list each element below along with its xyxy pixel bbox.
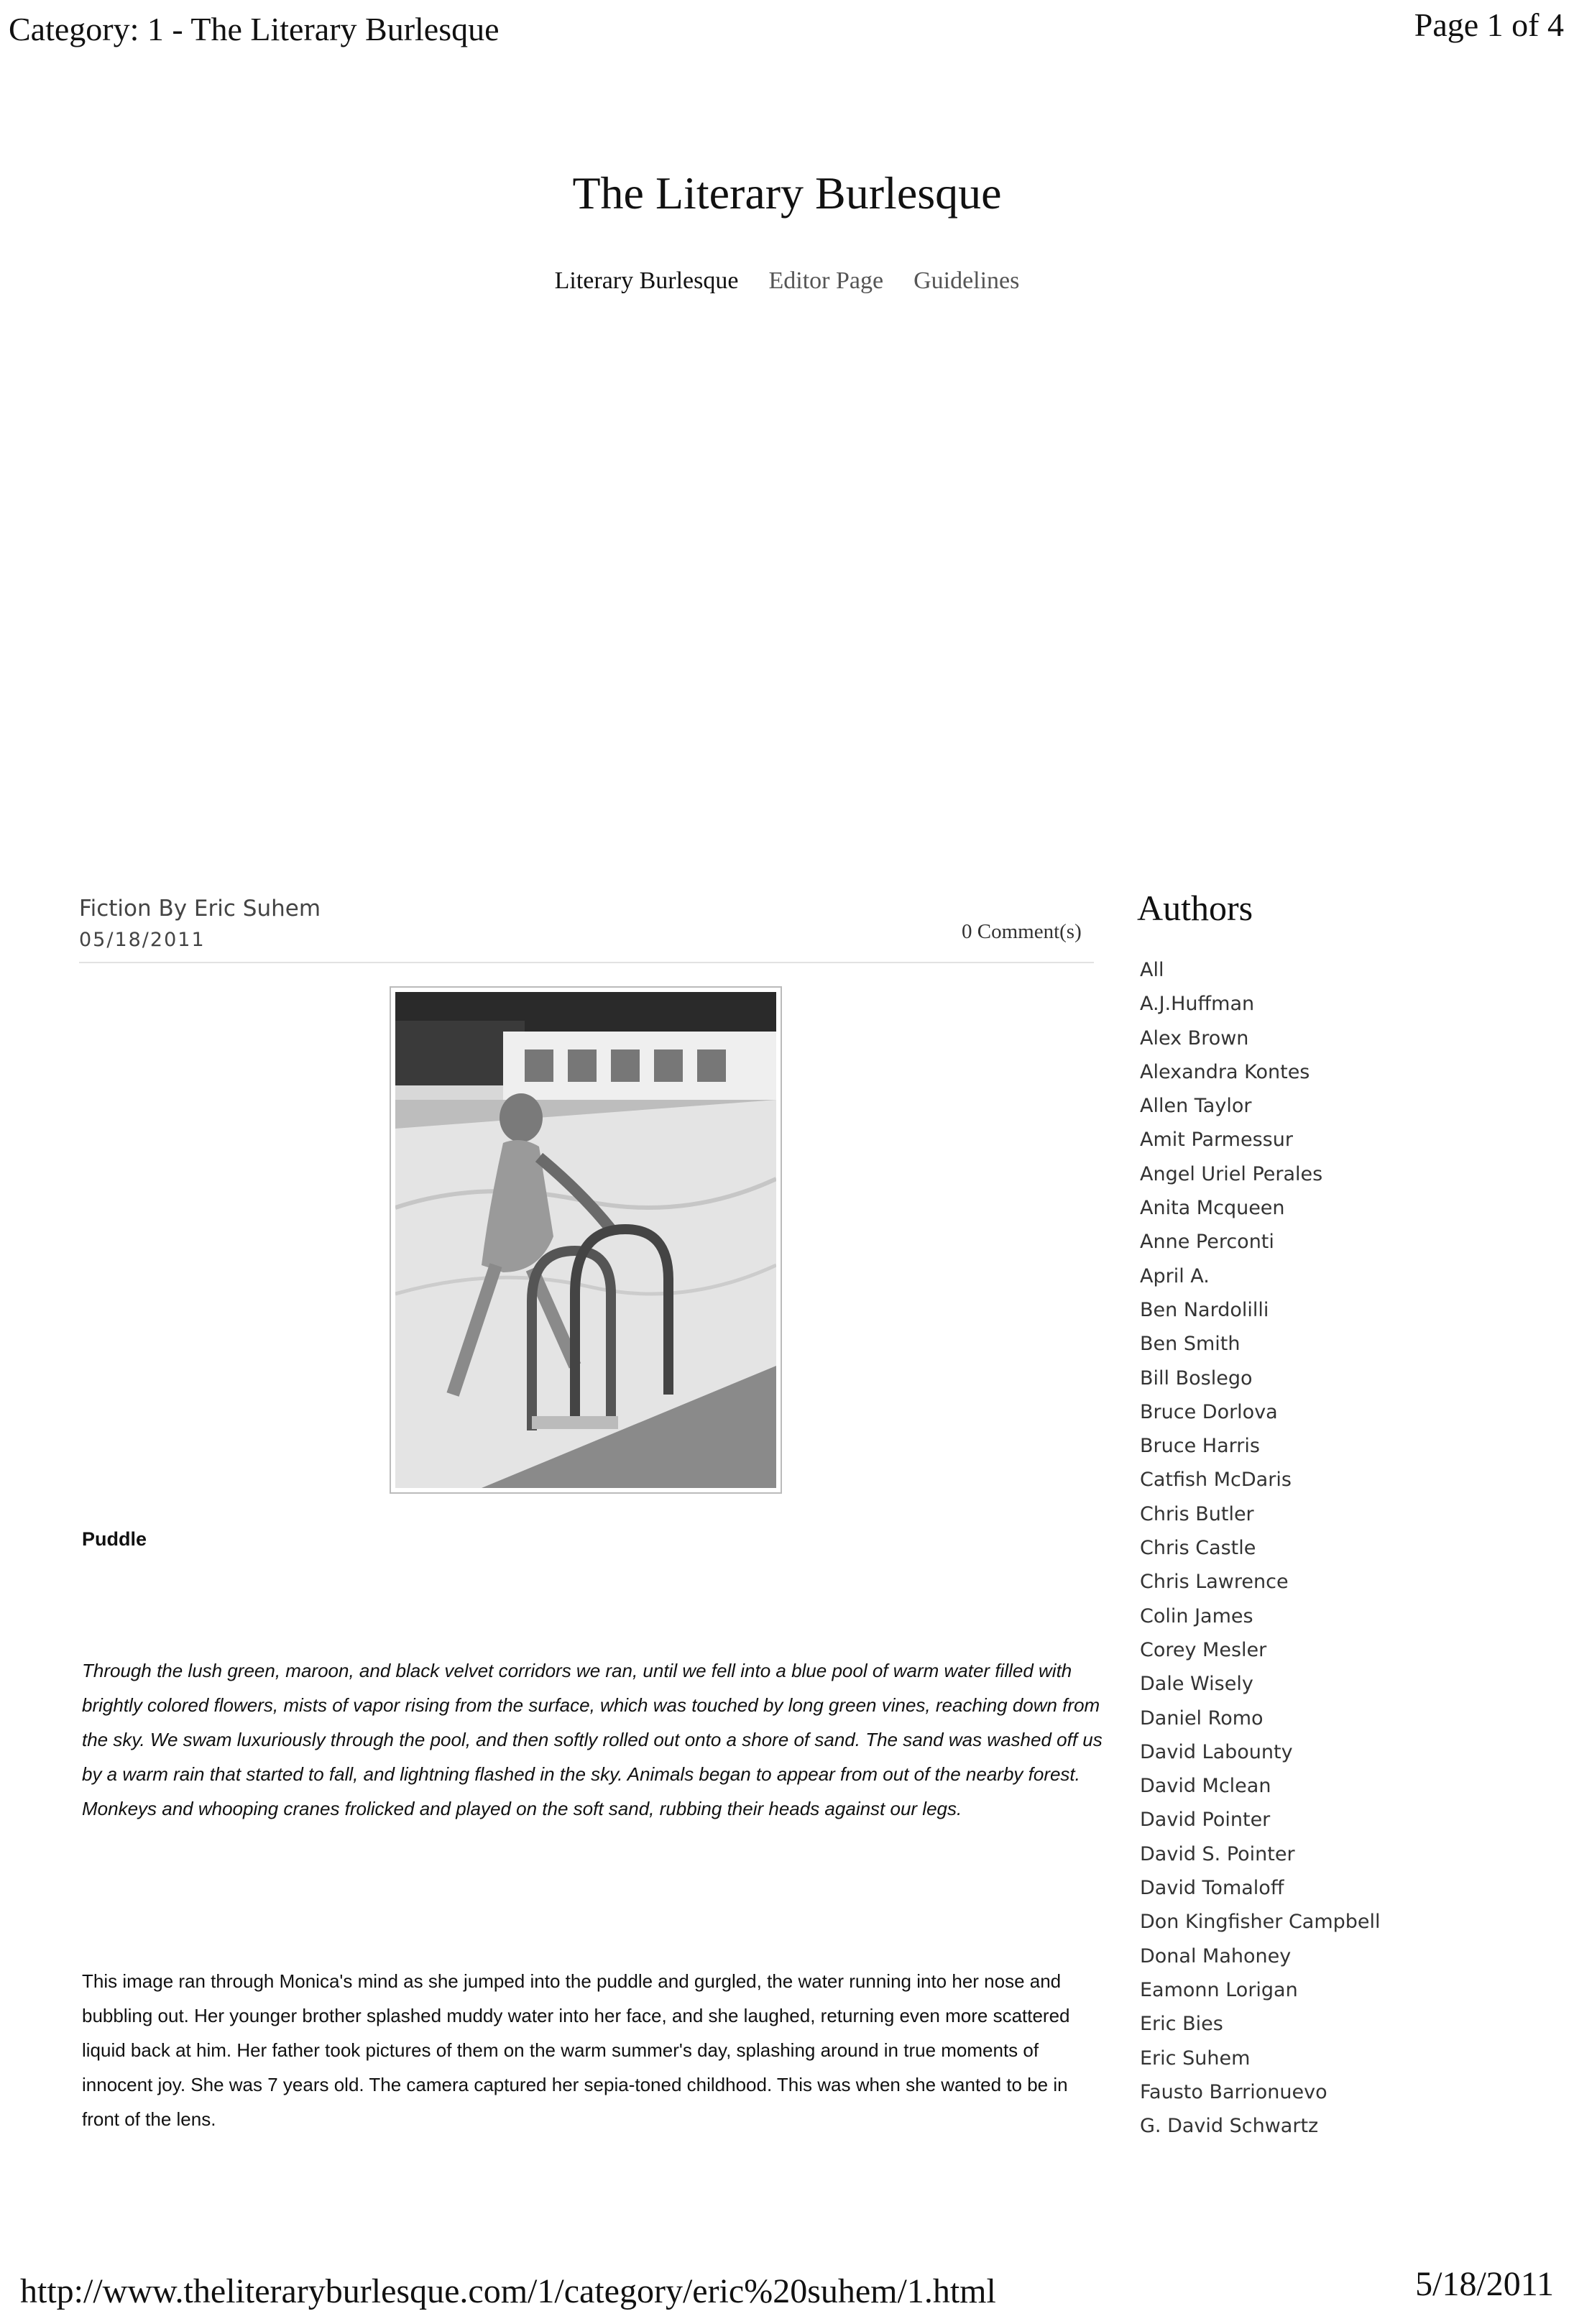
author-link[interactable]: All bbox=[1140, 959, 1164, 981]
author-link[interactable]: Donal Mahoney bbox=[1140, 1944, 1292, 1967]
author-link[interactable]: Eric Bies bbox=[1140, 2013, 1223, 2036]
author-link[interactable]: David Tomaloff bbox=[1140, 1877, 1284, 1900]
author-list bbox=[1140, 953, 1381, 2143]
post-category: Fiction By Eric Suhem bbox=[79, 896, 321, 922]
author-link[interactable]: Corey Mesler bbox=[1140, 1638, 1267, 1661]
author-link[interactable]: Chris Butler bbox=[1140, 1502, 1254, 1525]
author-link[interactable]: David Mclean bbox=[1140, 1775, 1271, 1798]
author-link[interactable]: Bill Boslego bbox=[1140, 1367, 1253, 1390]
author-link[interactable]: Bruce Dorlova bbox=[1140, 1400, 1278, 1423]
print-page-number: Page 1 of 4 bbox=[1414, 6, 1564, 43]
author-link[interactable]: A.J.Huffman bbox=[1140, 993, 1255, 1016]
author-link[interactable]: Ben Nardolilli bbox=[1140, 1298, 1269, 1321]
print-header-title: Category: 1 - The Literary Burlesque bbox=[9, 11, 500, 47]
author-link[interactable]: Dale Wisely bbox=[1140, 1673, 1253, 1696]
sidebar-heading: Authors bbox=[1137, 888, 1253, 928]
story-paragraph-2: This image ran through Monica's mind as she jumped into the puddle and gurgled, the water running into her nose and bubbling out. Her younger brother splashed muddy water into her face, and she laughed, returning even more scattered liquid back at him. Her father took pictures of them on the warm summer's day, splashing around in true moments of innocent joy. She was 7 years old. The camera captured her sepia-toned childhood. This was when she wanted to be in front of the lens. bbox=[82, 1970, 1070, 2130]
post-divider bbox=[79, 962, 1094, 963]
post-photo bbox=[390, 986, 782, 1494]
site-title[interactable]: The Literary Burlesque bbox=[572, 167, 1002, 219]
author-link[interactable]: Alex Brown bbox=[1140, 1026, 1249, 1050]
nav-guidelines[interactable]: Guidelines bbox=[913, 267, 1020, 294]
author-link[interactable]: Daniel Romo bbox=[1140, 1707, 1264, 1730]
author-link[interactable]: G. David Schwartz bbox=[1140, 2115, 1319, 2138]
nav-literary-burlesque[interactable]: Literary Burlesque bbox=[554, 267, 739, 294]
author-link[interactable]: Anne Perconti bbox=[1140, 1231, 1274, 1254]
author-link[interactable]: Allen Taylor bbox=[1140, 1095, 1252, 1118]
author-link[interactable]: Ben Smith bbox=[1140, 1333, 1241, 1356]
story-paragraph-1: Through the lush green, maroon, and black velvet corridors we ran, until we fell into a blue pool of warm water filled with brightly colored flowers, mists of vapor rising from the surface, which was touched by long green vines, reaching down from the sky. We swam luxuriously through the pool, and then softly rolled out onto a shore of sand. The sand was washed off us by a warm rain that started to fall, and lightning flashed in the sky. Animals began to appear from out of the nearby forest. Monkeys and whooping cranes frolicked and played on the soft sand, rubbing their heads against our legs. bbox=[82, 1660, 1103, 1819]
author-link[interactable]: Catfish McDaris bbox=[1140, 1469, 1292, 1492]
author-link[interactable]: David Labounty bbox=[1140, 1740, 1293, 1763]
author-link[interactable]: Colin James bbox=[1140, 1604, 1253, 1627]
print-footer-url: http://www.theliteraryburlesque.com/1/category/eric%20suhem/1.html bbox=[20, 2272, 996, 2310]
print-footer-date: 5/18/2011 bbox=[1415, 2265, 1554, 2303]
author-link[interactable]: Anita Mcqueen bbox=[1140, 1197, 1285, 1220]
author-link[interactable]: April A. bbox=[1140, 1264, 1210, 1287]
author-link[interactable]: Chris Lawrence bbox=[1140, 1571, 1289, 1594]
author-link[interactable]: Chris Castle bbox=[1140, 1537, 1256, 1560]
photo-woman-pool-ladder-icon bbox=[395, 992, 776, 1488]
comments-link[interactable]: 0 Comment(s) bbox=[962, 920, 1082, 943]
nav-editor-page[interactable]: Editor Page bbox=[768, 267, 884, 294]
author-link[interactable]: Amit Parmessur bbox=[1140, 1129, 1293, 1152]
author-link[interactable]: Alexandra Kontes bbox=[1140, 1060, 1310, 1083]
story-title: Puddle bbox=[82, 1528, 147, 1550]
author-link[interactable]: Fausto Barrionuevo bbox=[1140, 2080, 1327, 2103]
main-nav bbox=[0, 267, 1574, 295]
author-link[interactable]: David Pointer bbox=[1140, 1809, 1271, 1832]
author-link[interactable]: Bruce Harris bbox=[1140, 1435, 1260, 1458]
post-date: 05/18/2011 bbox=[79, 929, 206, 951]
author-link[interactable]: Angel Uriel Perales bbox=[1140, 1162, 1323, 1185]
author-link[interactable]: Eamonn Lorigan bbox=[1140, 1978, 1298, 2001]
author-link[interactable]: Don Kingfisher Campbell bbox=[1140, 1911, 1381, 1934]
author-link[interactable]: David S. Pointer bbox=[1140, 1842, 1295, 1865]
author-link[interactable]: Eric Suhem bbox=[1140, 2047, 1251, 2070]
